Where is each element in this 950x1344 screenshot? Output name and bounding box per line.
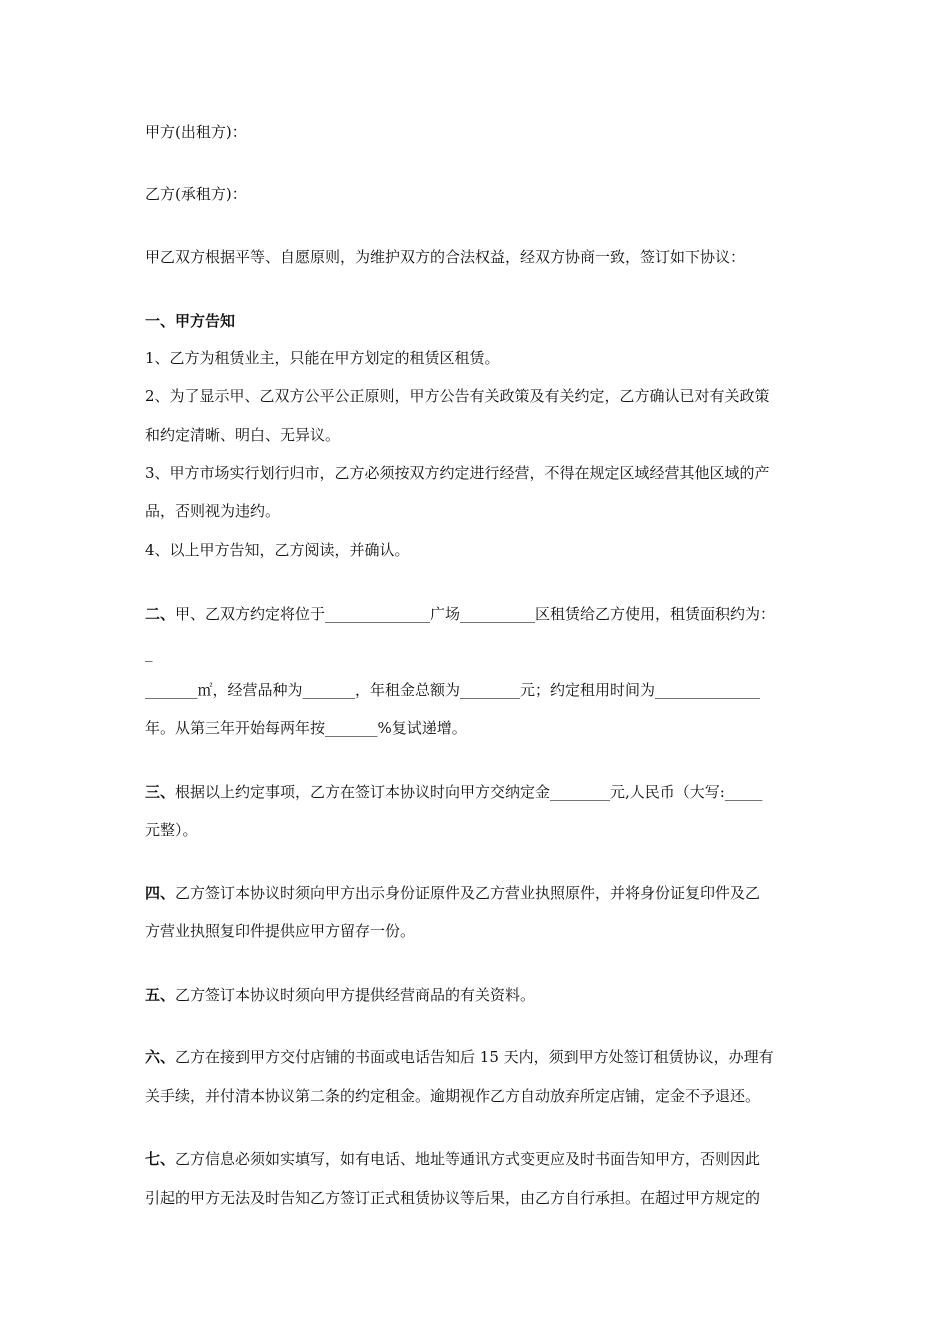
section6-line2: 关手续，并付清本协议第二条的约定租金。逾期视作乙方自动放弃所定店铺，定金不予退还。	[145, 1087, 761, 1105]
section2-line2: _	[145, 644, 153, 662]
section3-line1	[145, 781, 815, 803]
section6-line1	[145, 1046, 815, 1068]
section7-text1: 乙方信息必须如实填写，如有电话、地址等通讯方式变更应及时书面告知甲方，否则因此	[175, 1150, 761, 1168]
section6-heading: 六、	[145, 1048, 176, 1066]
section4-line2: 方营业执照复印件提供应甲方留存一份。	[145, 922, 416, 940]
section2-line1	[145, 603, 815, 625]
section3-text1: 根据以上约定事项，乙方在签订本协议时向甲方交纳定金________元,人民币（大写:_____	[175, 783, 763, 801]
section1-item2-line1: 2、为了显示甲、乙双方公平公正原则，甲方公告有关政策及有关约定，乙方确认已对有关政策	[145, 387, 770, 405]
section2-line4: 年。从第三年开始每两年按_______%复试递增。	[145, 719, 467, 737]
section5-heading: 五、	[145, 986, 176, 1004]
section3-line2: 元整）。	[145, 821, 198, 839]
intro-paragraph: 甲乙双方根据平等、自愿原则，为维护双方的合法权益，经双方协商一致，签订如下协议：	[145, 248, 746, 266]
section1-item4: 4、以上甲方告知，乙方阅读，并确认。	[145, 541, 410, 559]
section1-item3-line2: 品，否则视为违约。	[145, 502, 281, 520]
party-a-label: 甲方(出租方)：	[145, 123, 247, 141]
section4-line1	[145, 882, 815, 904]
section5-text1: 乙方签订本协议时须向甲方提供经营商品的有关资料。	[175, 986, 536, 1004]
section3-heading: 三、	[145, 783, 176, 801]
section7-line1	[145, 1148, 815, 1170]
section7-line2: 引起的甲方无法及时告知乙方签订正式租赁协议等后果，由乙方自行承担。在超过甲方规定的	[145, 1189, 761, 1207]
party-b-label: 乙方(承租方)：	[145, 185, 247, 203]
section7-heading: 七、	[145, 1150, 176, 1168]
section5-line1	[145, 984, 815, 1006]
section1-item3-line1: 3、甲方市场实行划行归市，乙方必须按双方约定进行经营，不得在规定区域经营其他区域的产	[145, 464, 770, 482]
section4-heading: 四、	[145, 884, 176, 902]
section1-heading: 一、甲方告知	[145, 312, 236, 330]
section2-line3: _______㎡，经营品种为_______，年租金总额为________元；约定租用时间为______________	[145, 681, 761, 699]
section4-text1: 乙方签订本协议时须向甲方出示身份证原件及乙方营业执照原件，并将身份证复印件及乙	[175, 884, 761, 902]
section1-item2-line2: 和约定清晰、明白、无异议。	[145, 426, 341, 444]
section2-heading: 二、	[145, 605, 176, 623]
section1-item1: 1、乙方为租赁业主，只能在甲方划定的租赁区租赁。	[145, 349, 500, 367]
section6-text1: 乙方在接到甲方交付店铺的书面或电话告知后 15 天内，须到甲方处签订租赁协议，办理有	[175, 1048, 774, 1066]
section2-text1: 甲、乙双方约定将位于______________广场__________区租赁给乙方使用，租赁面积约为：	[175, 605, 776, 623]
